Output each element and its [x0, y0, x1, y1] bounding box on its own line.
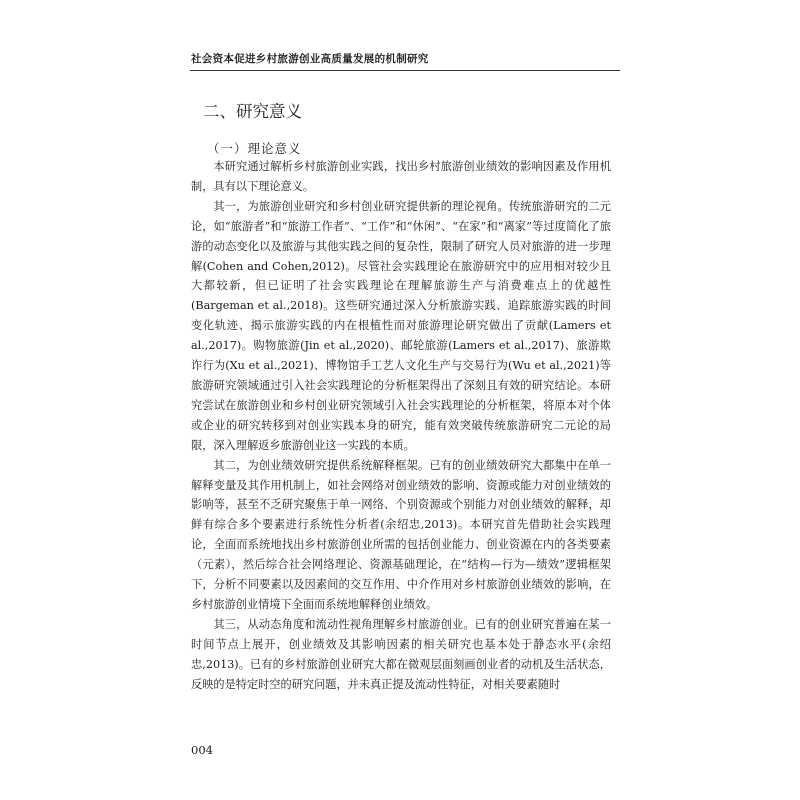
- section-title: 二、研究意义: [203, 102, 302, 121]
- subsection-title: （一）理论意义: [207, 141, 302, 156]
- header-divider: [190, 70, 620, 71]
- paragraph-third-significance: 其三，从动态角度和流动性视角理解乡村旅游创业。已有的创业研究普遍在某一时间节点上展开，创业绩效及其影响因素的相关研究也基本处于静态水平(余绍忠,2013)。已有的乡村旅游创业研究大都在微观层面刻画创业者的动机及生活状态，反映的是特定时空的研究问题，并未真正提及流动性特征，对相关要素随时: [191, 617, 611, 691]
- page-number: 004: [191, 743, 213, 757]
- body-text: [191, 157, 611, 694]
- paragraph-intro: 本研究通过解析乡村旅游创业实践，找出乡村旅游创业绩效的影响因素及作用机制，具有以下理论意义。: [191, 160, 611, 193]
- paragraph-first-significance: 其一，为旅游创业研究和乡村创业研究提供新的理论视角。传统旅游研究的二元论，如“旅游者”和“旅游工作者”、“工作”和“休闲”、“在家”和“离家”等过度简化了旅游的动态变化以及旅游与其他实践之间的复杂性，限制了研究人员对旅游的进一步理解(Cohen and Cohen,2012)。尽管社会实践理论在旅游研究中的应用相对较少且大都较新，但已证明了社会实践理论在理解旅游生产与消费难点上的优越性(Bargeman et al.,2018)。这些研究通过深入分析旅游实践、追踪旅游实践的时间变化轨迹、揭示旅游实践的内在根植性而对旅游理论研究做出了贡献(Lamers et al.,2017)。购物旅游(Jin et al.,2020)、邮轮旅游(Lamers et al.,2017)、旅游欺诈行为(Xu et al.,2021)、博物馆手工艺人文化生产与交易行为(Wu et al.,2021)等旅游研究领域通过引入社会实践理论的分析框架得出了深刻且有效的研究结论。本研究尝试在旅游创业和乡村创业研究领域引入社会实践理论的分析框架，将原本对个体或企业的研究转移到对创业实践本身的研究，能有效突破传统旅游研究二元论的局限，深入理解返乡旅游创业这一实践的本质。: [191, 199, 611, 452]
- running-header: 社会资本促进乡村旅游创业高质量发展的机制研究: [191, 53, 429, 65]
- paragraph-second-significance: 其二，为创业绩效研究提供系统解释框架。已有的创业绩效研究大都集中在单一解释变量及其作用机制上，如社会网络对创业绩效的影响、资源或能力对创业绩效的影响等，甚至不乏研究聚焦于单一网络、个别资源或个别能力对创业绩效的解释，却鲜有综合多个要素进行系统性分析者(余绍忠,2013)。本研究首先借助社会实践理论，全面而系统地找出乡村旅游创业所需的包括创业能力、创业资源在内的各类要素（元素），然后综合社会网络理论、资源基础理论，在“结构—行为—绩效”逻辑框架下，分析不同要素以及因素间的交互作用、中介作用对乡村旅游创业绩效的影响，在乡村旅游创业情境下全面而系统地解释创业绩效。: [191, 458, 611, 611]
